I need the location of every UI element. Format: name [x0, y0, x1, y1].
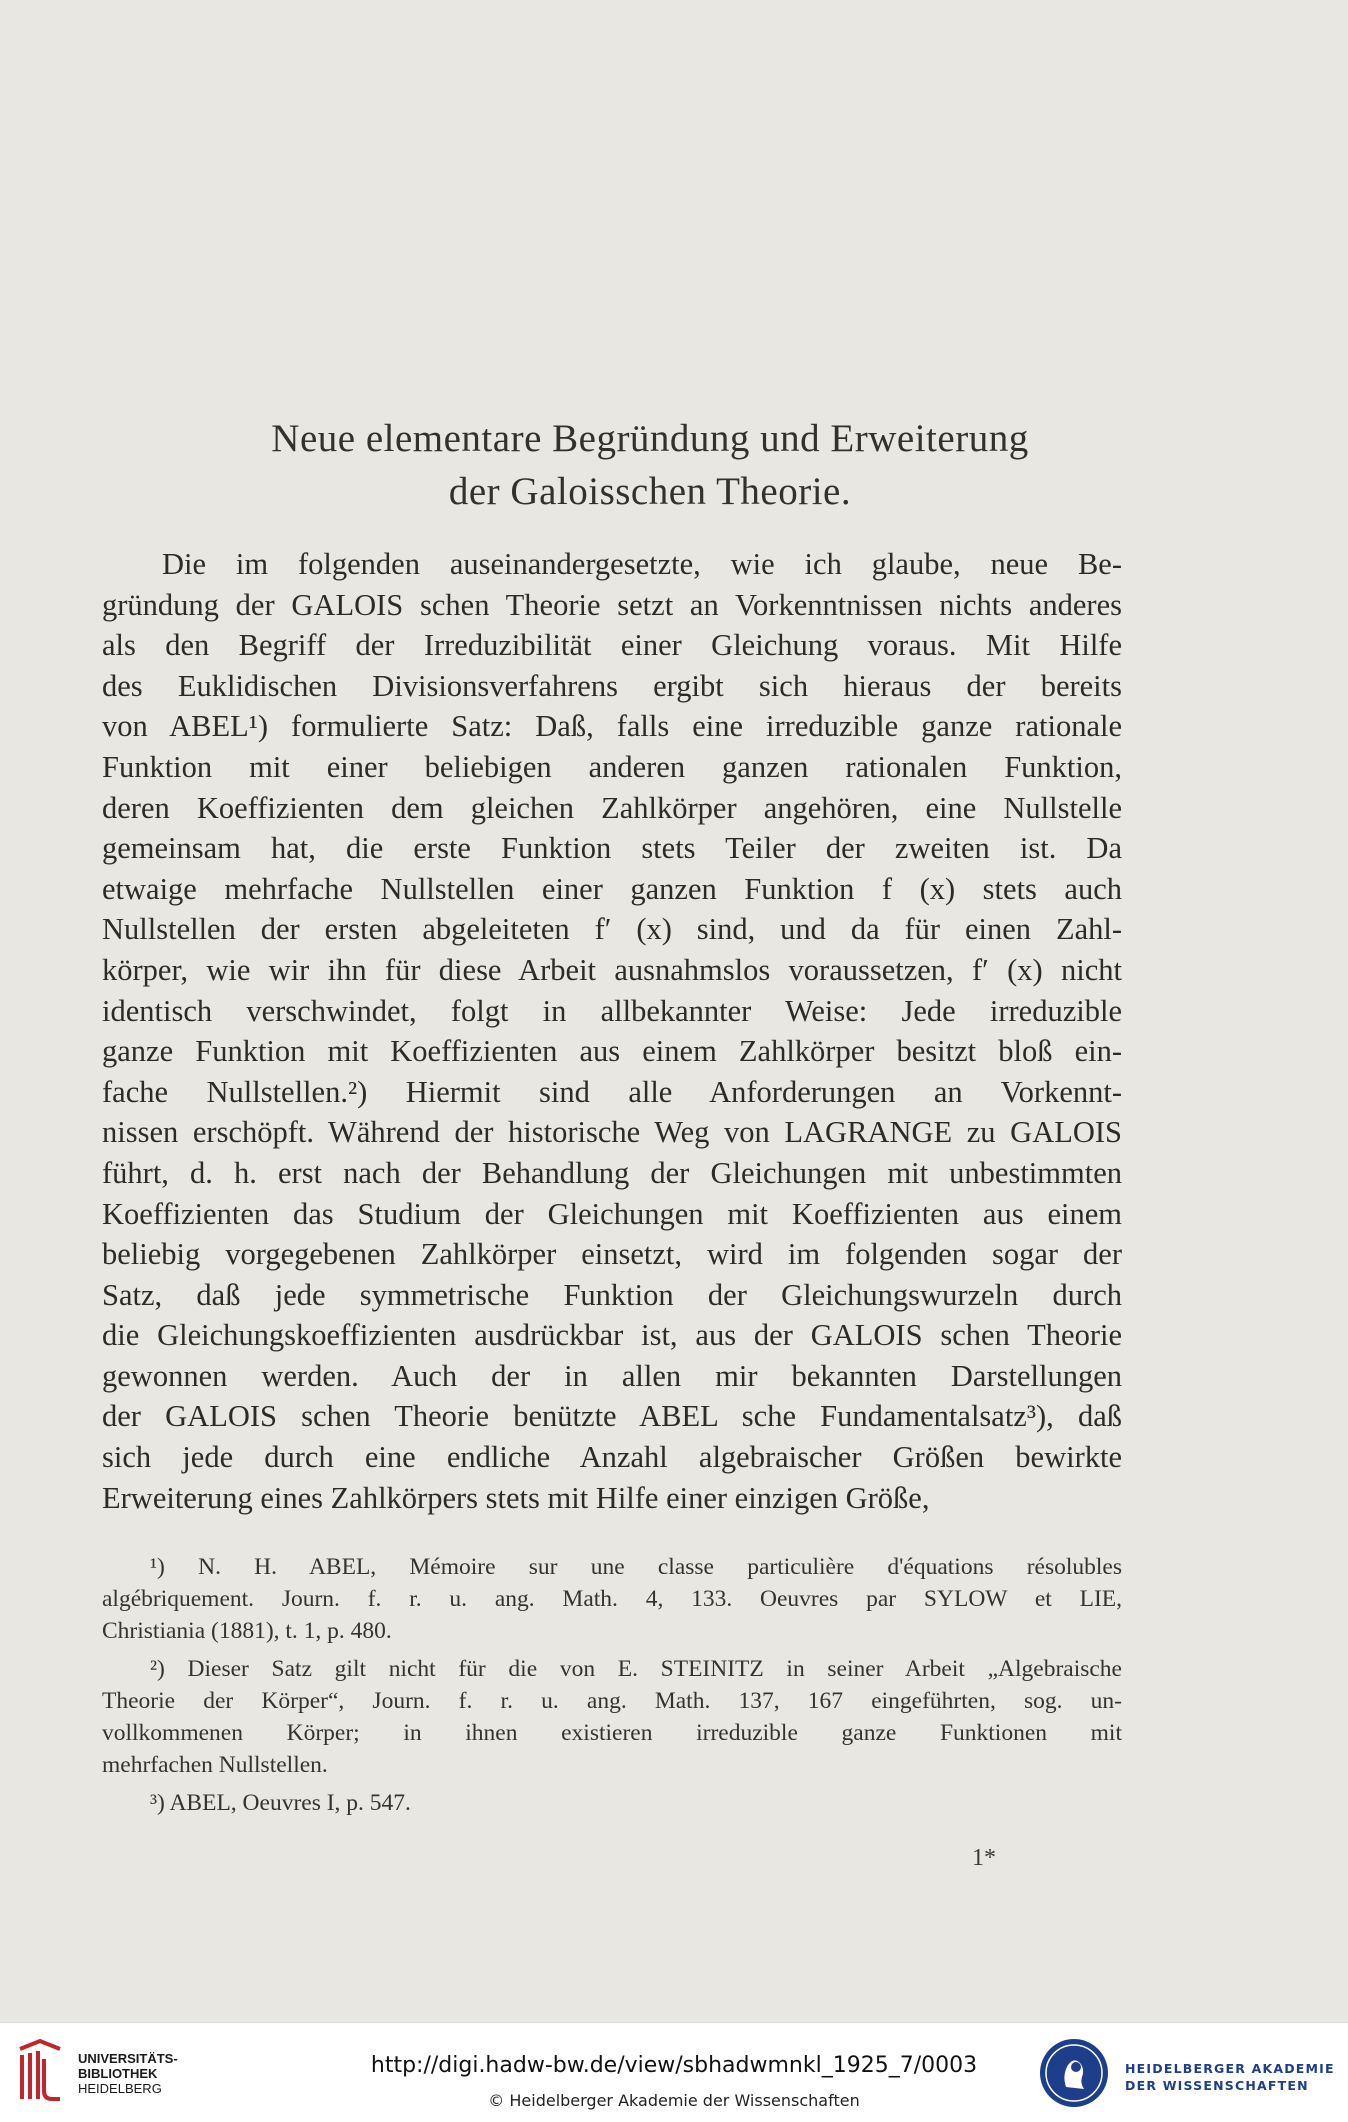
page-number: 1* — [972, 1845, 996, 1871]
body-text — [102, 544, 1122, 1518]
footnote — [102, 1653, 1122, 1781]
footnote — [102, 1787, 1122, 1819]
title-line-2: der Galoisschen Theorie. — [448, 470, 852, 513]
body-line: Nullstellen der ersten abgeleiteten f′ (x) sind, und da für einen Zahl- — [102, 912, 1122, 947]
body-line: die Gleichungskoeffizienten ausdrückbar ist, aus der GALOIS schen Theorie — [102, 1318, 1122, 1353]
body-line: von ABEL¹) formulierte Satz: Daß, falls eine irreduzible ganze rationale — [102, 709, 1122, 744]
ub-line-3: HEIDELBERG — [78, 2081, 162, 2096]
footnote-line: algébriquement. Journ. f. r. u. ang. Math. 4, 133. Oeuvres par SYLOW et LIE, — [102, 1586, 1122, 1612]
hadw-label — [1125, 2060, 1335, 2094]
body-line: der GALOIS schen Theorie benützte ABEL sche Fundamentalsatz³), daß — [102, 1399, 1122, 1434]
footnote-line: ²) Dieser Satz gilt nicht für die von E. STEINITZ in seiner Arbeit „Algebraische — [150, 1656, 1122, 1682]
body-line: körper, wie wir ihn für diese Arbeit ausnahmslos voraussetzen, f′ (x) nicht — [102, 952, 1122, 987]
hadw-seal-icon — [1038, 2037, 1110, 2109]
body-line: sich jede durch eine endliche Anzahl algebraischer Größen bewirkte — [102, 1440, 1122, 1475]
viewer-footer — [0, 2022, 1348, 2122]
body-line: führt, d. h. erst nach der Behandlung der Gleichungen mit unbestimmten — [102, 1155, 1122, 1190]
document-url-link[interactable]: http://digi.hadw-bw.de/view/sbhadwmnkl_1925_7/0003 — [370, 2053, 978, 2078]
body-line: Funktion mit einer beliebigen anderen ganzen rationalen Funktion, — [102, 749, 1122, 784]
body-line: identisch verschwindet, folgt in allbekannter Weise: Jede irreduzible — [102, 993, 1122, 1028]
footnote-line: vollkommenen Körper; in ihnen existieren irreduzible ganze Funktionen mit — [102, 1720, 1122, 1746]
body-line: Koeffizienten das Studium der Gleichungen mit Koeffizienten aus einem — [102, 1196, 1122, 1231]
body-line: nissen erschöpft. Während der historische Weg von LAGRANGE zu GALOIS — [102, 1115, 1122, 1150]
footnotes — [102, 1551, 1122, 1825]
body-line: gründung der GALOIS schen Theorie setzt an Vorkenntnissen nichts anderes — [102, 587, 1122, 622]
body-line: deren Koeffizienten dem gleichen Zahlkörper angehören, eine Nullstelle — [102, 790, 1122, 825]
copyright-notice: © Heidelberger Akademie der Wissenschaften — [488, 2091, 860, 2110]
footnote-line: Theorie der Körper“, Journ. f. r. u. ang. Math. 137, 167 eingeführten, sog. un- — [102, 1688, 1122, 1714]
document-title — [100, 412, 1200, 518]
body-line: gemeinsam hat, die erste Funktion stets Teiler der zweiten ist. Da — [102, 831, 1122, 866]
title-line-1: Neue elementare Begründung und Erweiterung — [271, 417, 1029, 460]
hadw-line-1: HEIDELBERGER AKADEMIE — [1125, 2061, 1335, 2076]
footnote-line: Christiania (1881), t. 1, p. 480. — [102, 1618, 392, 1644]
footnote-line: ¹) N. H. ABEL, Mémoire sur une classe particulière d'équations résolubles — [150, 1554, 1122, 1580]
body-line: ganze Funktion mit Koeffizienten aus einem Zahlkörper besitzt bloß ein- — [102, 1034, 1122, 1069]
body-line: Die im folgenden auseinandergesetzte, wie ich glaube, neue Be- — [162, 547, 1122, 581]
body-line: fache Nullstellen.²) Hiermit sind alle Anforderungen an Vorkennt- — [102, 1074, 1122, 1109]
body-line: als den Begriff der Irreduzibilität einer Gleichung voraus. Mit Hilfe — [102, 628, 1122, 663]
body-line: des Euklidischen Divisionsverfahrens ergibt sich hieraus der bereits — [102, 668, 1122, 703]
footnote-line: ³) ABEL, Oeuvres I, p. 547. — [150, 1790, 411, 1816]
ub-line-1: UNIVERSITÄTS- — [78, 2051, 178, 2066]
hadw-line-2: DER WISSENSCHAFTEN — [1125, 2078, 1309, 2093]
body-line: beliebig vorgegebenen Zahlkörper einsetzt, wird im folgenden sogar der — [102, 1237, 1122, 1272]
body-line: Erweiterung eines Zahlkörpers stets mit Hilfe einer einzigen Größe, — [102, 1480, 930, 1515]
body-line: etwaige mehrfache Nullstellen einer ganzen Funktion f (x) stets auch — [102, 871, 1122, 906]
body-line: Satz, daß jede symmetrische Funktion der Gleichungswurzeln durch — [102, 1277, 1122, 1312]
footnote — [102, 1551, 1122, 1647]
ub-line-2: BIBLIOTHEK — [78, 2066, 158, 2081]
body-line: gewonnen werden. Auch der in allen mir bekannten Darstellungen — [102, 1358, 1122, 1393]
footnote-line: mehrfachen Nullstellen. — [102, 1752, 328, 1778]
